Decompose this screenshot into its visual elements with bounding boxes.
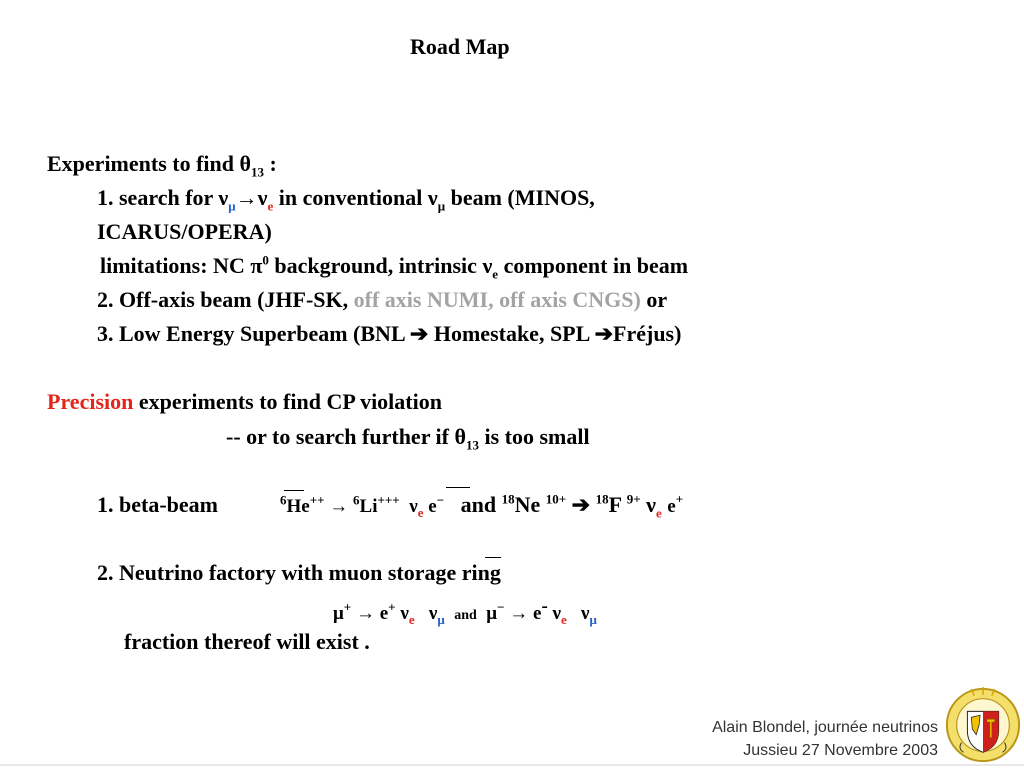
overbar-decoration <box>284 490 304 491</box>
right-arrow-icon: ➔ <box>571 492 591 517</box>
neutrino-factory-line: 2. Neutrino factory with muon storage ring <box>97 560 501 585</box>
fraction-line: fraction thereof will exist . <box>124 629 370 654</box>
overbar-decoration <box>485 557 501 558</box>
search-further-line: -- or to search further if $\theta_{13}$ is too small <box>226 424 590 453</box>
footer-author: Alain Blondel, journée neutrinos <box>712 719 938 736</box>
limitations-line: limitations: NC $\pi^0$ background, intrinsic $\nu_e$ component in beam <box>100 252 689 282</box>
section-heading-theta13: Experiments to find $\theta_{13}$ : <box>47 151 277 180</box>
beta-beam-line: 1. beta-beam $^6$He++ → $^6$Li+++ $\nu_e$ e− and $^{18}$Ne $^{10+}$ ➔ $^{18}$F $^{9+}$ $\nu_e$ e+ <box>97 491 684 521</box>
right-arrow-icon: ➔ <box>409 321 429 346</box>
item-search-oscillation: 1. search for $\nu_\mu\to\nu_e$ in conventional $\nu_\mu$ beam (MINOS, <box>97 185 595 214</box>
item-off-axis: 2. Off-axis beam (JHF-SK, off axis NUMI, off axis CNGS) or <box>97 287 668 312</box>
item-superbeam: 3. Low Energy Superbeam (BNL ➔ Homestake, SPL ➔Fréjus) <box>97 321 682 346</box>
item-search-oscillation-line2: ICARUS/OPERA) <box>97 219 272 244</box>
overbar-decoration <box>446 487 470 488</box>
section-heading-precision: Precision experiments to find CP violation <box>47 389 442 414</box>
muon-decay-line: μ+ → e+ $\nu_e$ $\nu_\mu$ and μ− → e- $\nu_e$ $\nu_\mu$ <box>333 595 597 627</box>
university-seal-logo <box>944 686 1022 764</box>
footer-rule <box>0 764 1024 766</box>
slide-title: Road Map <box>410 34 510 59</box>
footer-date: Jussieu 27 Novembre 2003 <box>743 742 938 759</box>
right-arrow-icon: ➔ <box>594 321 614 346</box>
